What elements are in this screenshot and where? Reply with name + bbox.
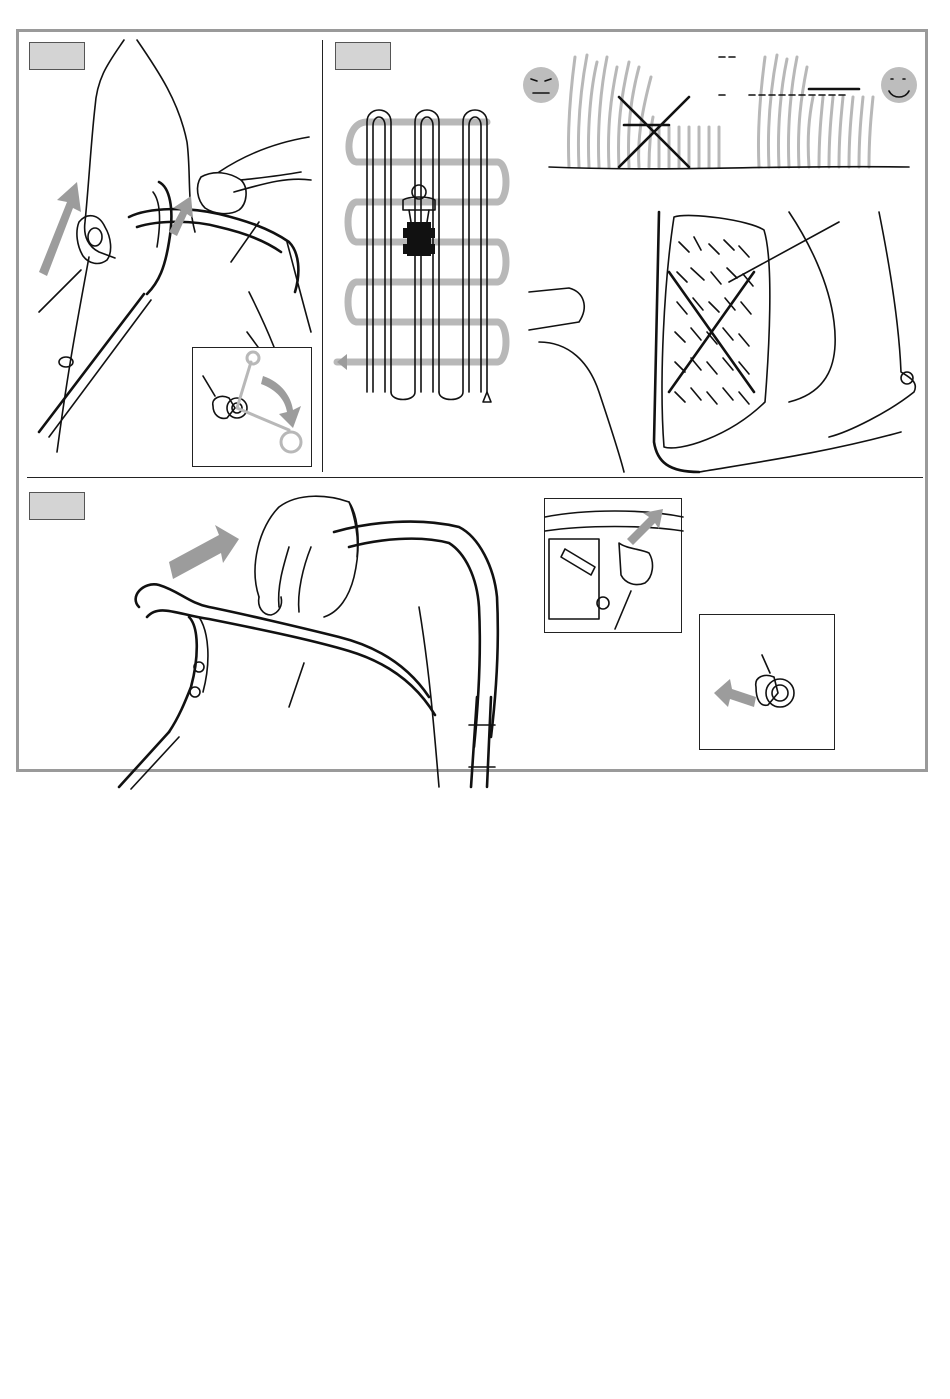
safety-bar-illustration [99, 487, 539, 767]
illustration-frame [16, 29, 928, 772]
panel-divider-vertical [322, 40, 323, 472]
ignition-key-inset [192, 347, 312, 467]
panel-tab-3 [29, 492, 85, 520]
panel-divider-horizontal [27, 477, 923, 478]
grass-bag-illustration [529, 202, 929, 472]
mowing-pattern-illustration [337, 102, 517, 402]
key-remove-inset [699, 614, 835, 750]
grass-height-comparison-illustration [519, 37, 919, 177]
panel-tab-2 [335, 42, 391, 70]
fuel-cap-inset [544, 498, 682, 633]
